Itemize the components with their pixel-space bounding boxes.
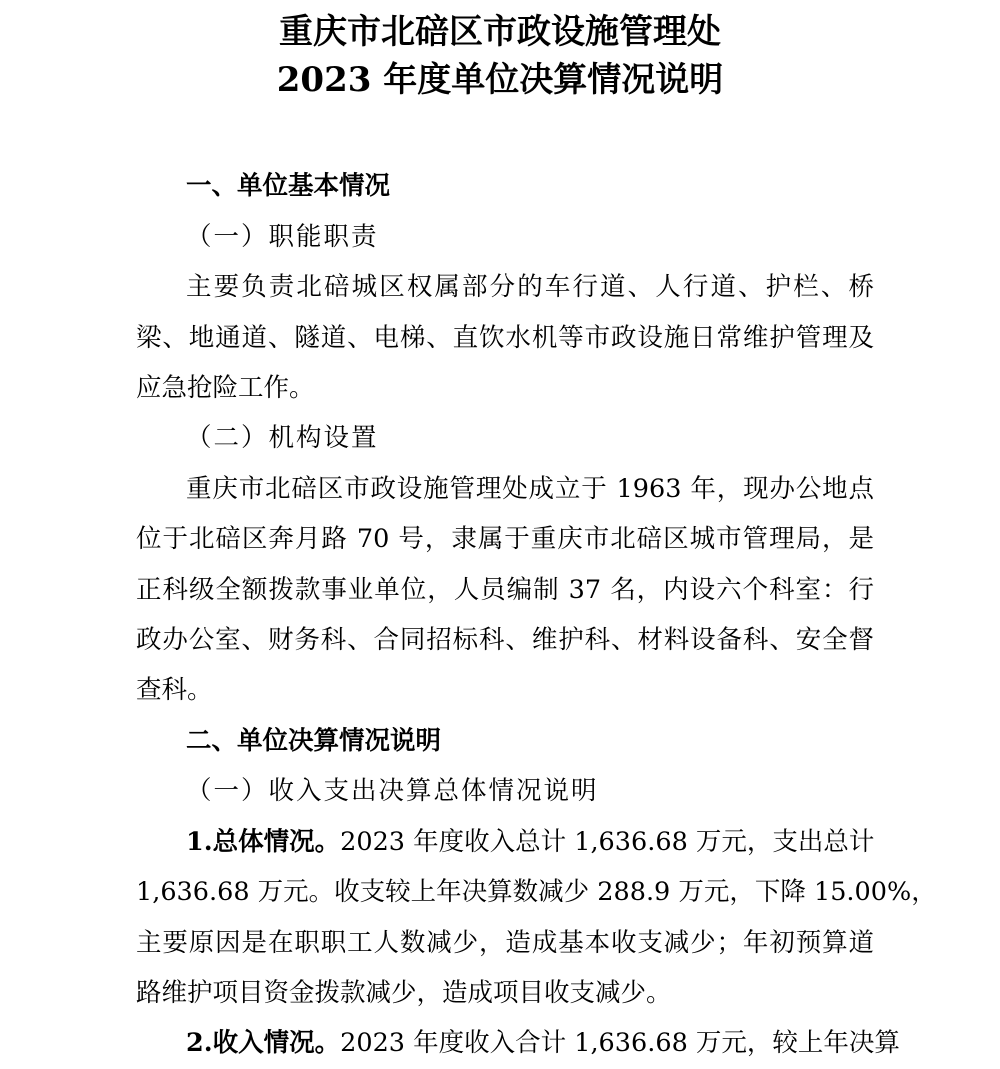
section-2-sub-1-heading: （一）收入支出决算总体情况说明: [186, 776, 599, 806]
section-2-heading: 二、单位决算情况说明: [186, 726, 442, 756]
paragraph-line: 路维护项目资金拨款减少，造成项目收支减少。: [136, 978, 672, 1008]
paragraph-line: 应急抢险工作。: [136, 373, 315, 403]
document-title-line-1: 重庆市北碚区市政设施管理处: [279, 12, 721, 52]
item-2-label: 2.收入情况。: [186, 1028, 341, 1058]
paragraph-line: 重庆市北碚区市政设施管理处成立于 1963 年，现办公地点: [186, 474, 874, 504]
section-1-sub-1-heading: （一）职能职责: [186, 222, 379, 252]
paragraph-line: [186, 1025, 900, 1061]
paragraph-line: 位于北碚区奔月路 70 号，隶属于重庆市北碚区城市管理局，是: [136, 524, 874, 554]
section-1-heading: 一、单位基本情况: [186, 171, 391, 201]
document-title-line-2: 2023 年度单位决算情况说明: [276, 60, 724, 100]
paragraph-line: 梁、地通道、隧道、电梯、直饮水机等市政设施日常维护管理及: [136, 323, 874, 353]
item-1-label: 1.总体情况。: [186, 827, 341, 857]
paragraph-line: 主要负责北碚城区权属部分的车行道、人行道、护栏、桥: [186, 272, 874, 302]
item-1-text: 2023 年度收入总计 1,636.68 万元，支出总计: [340, 827, 875, 857]
paragraph-line: 查科。: [136, 675, 213, 705]
paragraph-line: 政办公室、财务科、合同招标科、维护科、材料设备科、安全督: [136, 625, 874, 655]
paragraph-line: 正科级全额拨款事业单位，人员编制 37 名，内设六个科室：行: [136, 575, 874, 605]
paragraph-line: 1,636.68 万元。收支较上年决算数减少 288.9 万元，下降 15.00%，: [136, 877, 937, 907]
section-1-sub-2-heading: （二）机构设置: [186, 423, 379, 453]
paragraph-line: 主要原因是在职职工人数减少，造成基本收支减少；年初预算道: [136, 928, 874, 958]
paragraph-line: [186, 824, 874, 860]
item-2-text: 2023 年度收入合计 1,636.68 万元，较上年决算: [340, 1028, 900, 1058]
